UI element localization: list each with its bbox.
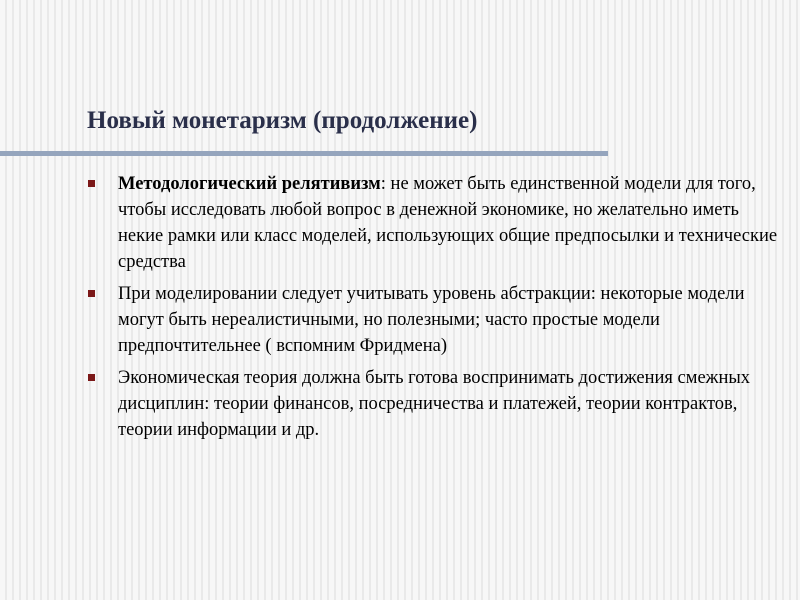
bullet-text: Экономическая теория должна быть готова воспринимать достижения смежных дисциплин: теории финансов, посредничества и платежей, теории контрактов, теории информации и др. — [118, 368, 751, 440]
bullet-text: : не может быть единственной модели для того, чтобы исследовать любой вопрос в денежной экономике, но желательно иметь некие рамки или класс моделей, использующих общие предпосылки и технические средства — [118, 174, 778, 272]
bullet-item-methodological-relativism — [88, 171, 788, 275]
bullet-item-abstraction-level — [88, 281, 788, 359]
bullet-item-adjacent-disciplines — [88, 365, 788, 443]
square-bullet-icon — [88, 180, 95, 187]
bullet-term: Методологический релятивизм — [118, 174, 381, 194]
title-underline — [0, 151, 608, 156]
square-bullet-icon — [88, 290, 95, 297]
bullet-text: При моделировании следует учитывать уровень абстракции: некоторые модели могут быть нереалистичными, но полезными; часто простые модели предпочтительнее ( вспомним Фридмена) — [118, 284, 745, 356]
slide-title: Новый монетаризм (продолжение) — [87, 107, 478, 134]
bullet-list — [88, 171, 788, 449]
square-bullet-icon — [88, 374, 95, 381]
